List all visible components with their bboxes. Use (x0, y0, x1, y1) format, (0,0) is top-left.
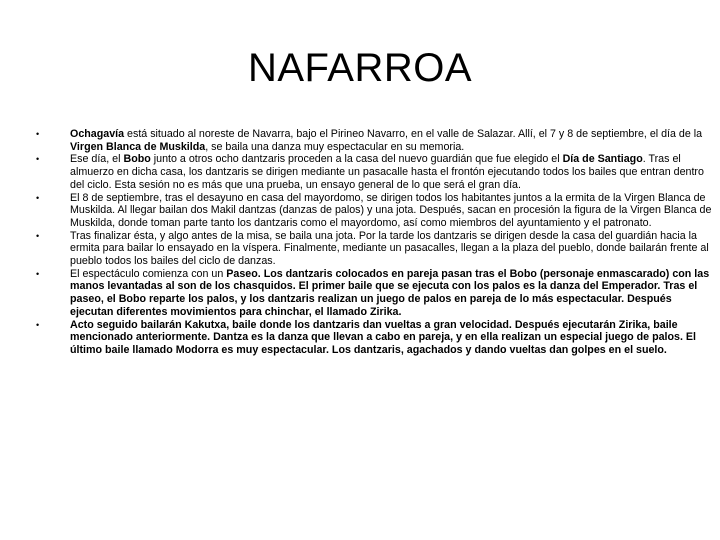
bullet-dot-icon: • (36, 129, 40, 139)
bullet-dot-icon: • (36, 192, 40, 203)
bullet-dot-icon: • (36, 319, 40, 330)
text-segment: Ochagavía (70, 128, 125, 140)
bullet-dot-icon: • (36, 154, 40, 165)
bullet-text (70, 230, 709, 267)
bullet-list (36, 128, 712, 357)
text-segment: El 8 de septiembre, tras el desayuno en casa del mayordomo, se dirigen todos los habitantes juntos a la ermita de la Virgen Blanca de Muskilda. Al llegar bailan dos Makil dantzas (danzas de palos) y una jota. Después, sacan en procesión la figura de la Virgen Blanca de Muskilda, donde toman parte tanto los dantzaris como el mayordomo, así como miembros del ayuntamiento y el patronato. (70, 191, 712, 229)
bullet-text (70, 153, 704, 190)
text-segment: El espectáculo comienza con un (70, 267, 227, 280)
bullet-item (36, 153, 712, 191)
bullet-item (36, 268, 712, 319)
text-segment: . Tras el almuerzo en dicha casa, los dantzaris se dirigen mediante un pasacalle hasta el frontón ejecutando todos los bailes que entran dentro del ciclo. Esta sesión no es más que una prueba, un ensayo general de lo que será el gran día. (70, 153, 704, 191)
text-segment: Ese día, el (70, 153, 124, 166)
text-segment: está situado al noreste de Navarra, bajo el Pirineo Navarro, en el valle de Salazar. Allí, el 7 y 8 de septiembre, el día de la (124, 128, 703, 140)
text-segment: Virgen Blanca de Muskilda (70, 140, 206, 153)
bullet-item (36, 319, 712, 357)
bullet-dot-icon: • (36, 230, 40, 241)
text-segment: Día de Santiago (562, 153, 643, 166)
bullet-text (70, 192, 711, 229)
text-segment: Acto seguido bailarán Kakutxa, baile donde los dantzaris dan vueltas a gran velocidad. Después ejecutarán Zirika, baile mencionado anteriormente. Dantza es la danza que llevan a cabo en pareja, y en ella realizan un especial juego de palos. El último baile llamado Modorra es muy espectacular. Los dantzaris, agachados y dando vueltas dan golpes en el suelo. (70, 318, 697, 356)
bullet-item (36, 128, 712, 153)
text-segment: Tras finalizar ésta, y algo antes de la misa, se baila una jota. Por la tarde los dantzaris se dirigen desde la casa del guardián hacia la ermita para bailar lo ensayado en la víspera. Finalmente, mediante un pasacalles, llegan a la plaza del pueblo, donde bailarán frente al pueblo todos los bailes del ciclo de danzas. (70, 229, 709, 268)
bullet-text (70, 268, 709, 318)
bullet-dot-icon: • (36, 268, 40, 279)
text-segment: Paseo (226, 267, 258, 280)
bullet-text (70, 319, 696, 356)
text-segment: Bobo (123, 153, 151, 166)
text-segment: . Los dantzaris colocados en pareja pasan tras el Bobo (personaje enmascarado) con las manos levantadas al son de los chasquidos. El primer baile que se ejecuta con los palos es la danza del Emperador. Tras el paseo, el Bobo reparte los palos, y los dantzaris realizan un juego de palos en pareja de lo más espectacular. Después ejecutan diferentes movimientos para chinchar, el llamado Zirika. (70, 267, 710, 318)
slide-title: NAFARROA (247, 46, 473, 90)
bullet-item (36, 230, 712, 268)
bullet-item (36, 192, 712, 230)
text-segment: , se baila una danza muy espectacular en su memoria. (205, 140, 465, 153)
bullet-text (70, 128, 702, 153)
text-segment: junto a otros ocho dantzaris proceden a la casa del nuevo guardián que fue elegido el (150, 153, 563, 166)
